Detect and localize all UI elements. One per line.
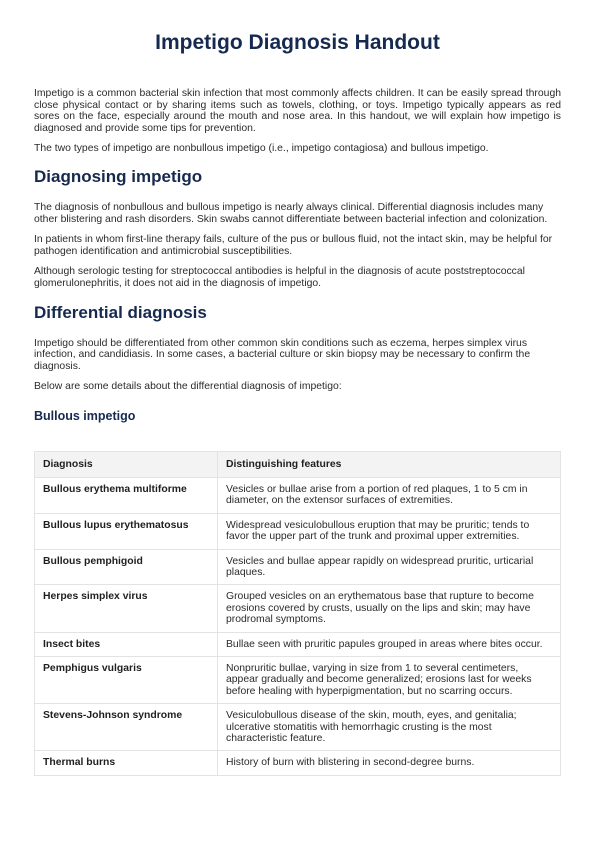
- diagnosing-paragraph: Although serologic testing for streptococcal antibodies is helpful in the diagnosis of acute poststreptococcal glomerulonephritis, it does not aid in the diagnosis of impetigo.: [34, 266, 525, 289]
- differential-paragraph: Impetigo should be differentiated from other common skin conditions such as eczema, herpes simplex virus infection, and candidiasis. In some cases, a bacterial culture or skin biopsy may be necessary to confirm the diagnosis.: [34, 337, 531, 372]
- document-title: Impetigo Diagnosis Handout: [155, 31, 440, 54]
- column-header-features: Distinguishing features: [218, 451, 561, 477]
- diagnosis-cell: Bullous pemphigoid: [35, 549, 218, 585]
- features-cell: Grouped vesicles on an erythematous base that rupture to become erosions covered by crusts, usually on the lips and skin; may have prodromal symptoms.: [218, 585, 561, 632]
- section-heading-differential: Differential diagnosis: [34, 302, 207, 322]
- table-row: [35, 513, 561, 549]
- features-cell: Nonpruritic bullae, varying in size from 1 to several centimeters, appear gradually and become generalized; erosions last for weeks before healing with hyperpigmentation, but no scarring occurs.: [218, 656, 561, 703]
- diagnosis-cell: Thermal burns: [35, 751, 218, 775]
- table-row: [35, 477, 561, 513]
- features-cell: Vesicles or bullae arise from a portion of red plaques, 1 to 5 cm in diameter, on the extensor surfaces of extremities.: [218, 477, 561, 513]
- features-cell: Bullae seen with pruritic papules grouped in areas where bites occur.: [218, 632, 561, 656]
- subheading-bullous-impetigo: Bullous impetigo: [34, 408, 136, 423]
- diagnosis-cell: Herpes simplex virus: [35, 585, 218, 632]
- diagnosing-paragraph: The diagnosis of nonbullous and bullous impetigo is nearly always clinical. Differential diagnosis includes many other blistering and rash disorders. Skin swabs cannot differentiate between bacterial infection and colonization.: [34, 201, 548, 225]
- column-header-diagnosis: Diagnosis: [35, 451, 218, 477]
- intro-types-paragraph: The two types of impetigo are nonbullous impetigo (i.e., impetigo contagiosa) and bullous impetigo.: [34, 143, 489, 155]
- section-heading-diagnosing: Diagnosing impetigo: [34, 166, 203, 186]
- features-cell: Vesicles and bullae appear rapidly on widespread pruritic, urticarial plaques.: [218, 549, 561, 585]
- differential-diagnosis-table: [34, 451, 561, 776]
- diagnosis-cell: Insect bites: [35, 632, 218, 656]
- table-row: [35, 656, 561, 703]
- table-row: [35, 751, 561, 775]
- table-row: [35, 632, 561, 656]
- diagnosis-cell: Bullous lupus erythematosus: [35, 513, 218, 549]
- diagnosing-paragraph: In patients in whom first-line therapy fails, culture of the pus or bullous fluid, not the intact skin, may be helpful for pathogen identification and antimicrobial susceptibilities.: [34, 234, 553, 257]
- diagnosis-cell: Stevens-Johnson syndrome: [35, 704, 218, 751]
- features-cell: History of burn with blistering in second-degree burns.: [218, 751, 561, 775]
- table-row: [35, 585, 561, 632]
- features-cell: Vesiculobullous disease of the skin, mouth, eyes, and genitalia; ulcerative stomatitis with hemorrhagic crusting is the most characteristic feature.: [218, 704, 561, 751]
- table-row: [35, 704, 561, 751]
- table-header-row: [35, 451, 561, 477]
- differential-paragraph: Below are some details about the differential diagnosis of impetigo:: [34, 381, 342, 393]
- table-row: [35, 549, 561, 585]
- features-cell: Widespread vesiculobullous eruption that may be pruritic; tends to favor the upper part of the trunk and proximal upper extremities.: [218, 513, 561, 549]
- intro-paragraph: Impetigo is a common bacterial skin infection that most commonly affects children. It can be easily spread through close physical contact or by sharing items such as towels, clothing, or toys. Impetigo typically appears as red sores on the face, especially around the mouth and nose area. In this handout, we will explain how impetigo is diagnosed and provide some tips for prevention.: [34, 88, 561, 134]
- diagnosis-cell: Pemphigus vulgaris: [35, 656, 218, 703]
- diagnosis-cell: Bullous erythema multiforme: [35, 477, 218, 513]
